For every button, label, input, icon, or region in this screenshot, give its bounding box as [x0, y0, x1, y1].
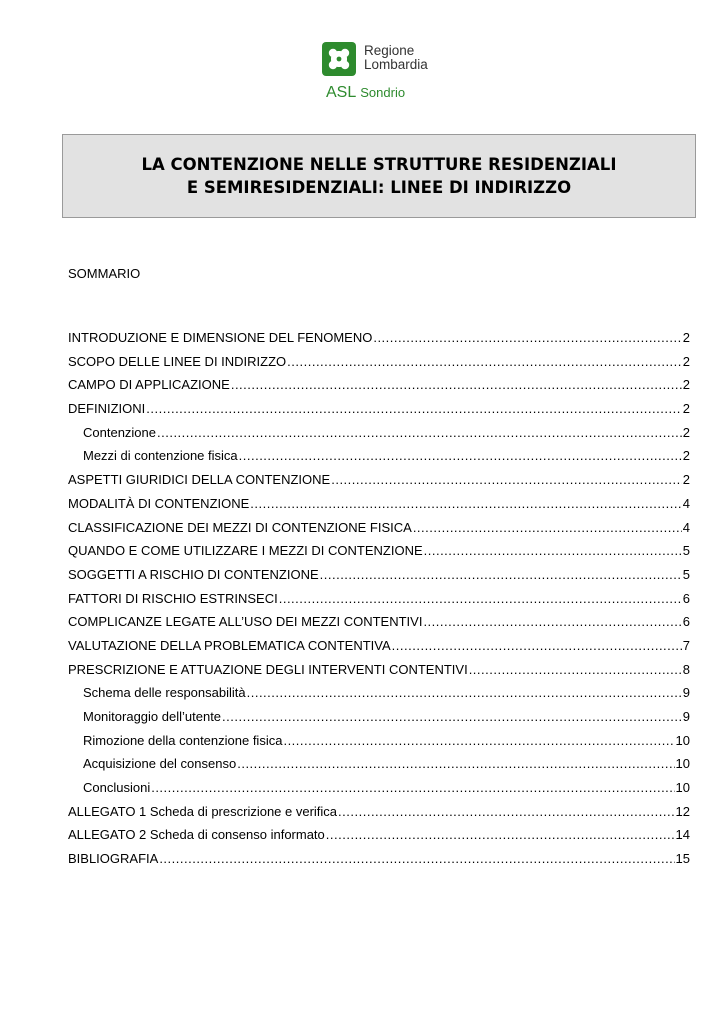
toc-entry-page: 8: [682, 661, 690, 677]
toc-entry-leader: [146, 401, 681, 416]
toc-entry-leader: [231, 377, 682, 392]
toc-entry-title: Monitoraggio dell’utente: [83, 709, 222, 724]
toc-entry-page: 6: [682, 590, 690, 606]
toc-entry-page: 2: [682, 353, 690, 369]
toc-entry[interactable]: [68, 733, 690, 757]
toc-entry-page: 2: [682, 472, 690, 488]
toc-entry[interactable]: [68, 543, 690, 567]
toc-entry-page: 2: [682, 377, 690, 393]
toc-entry[interactable]: [68, 377, 690, 401]
toc-entry-leader: [413, 520, 682, 535]
toc-entry-title: DEFINIZIONI: [68, 401, 146, 417]
toc-entry-title: COMPLICANZE LEGATE ALL’USO DEI MEZZI CONTENTIVI: [68, 614, 423, 630]
title-box: [62, 134, 696, 218]
toc-entry[interactable]: [68, 709, 690, 733]
toc-entry[interactable]: [68, 520, 690, 544]
title-line-2: E SEMIRESIDENZIALI: LINEE DI INDIRIZZO: [186, 178, 572, 197]
toc-entry-title: Conclusioni: [83, 780, 151, 796]
toc-entry-leader: [247, 685, 682, 700]
toc-entry[interactable]: [68, 567, 690, 591]
toc-entry-page: 2: [682, 330, 690, 345]
toc-entry[interactable]: [68, 756, 690, 780]
toc-entry-page: 5: [682, 543, 690, 559]
toc-entry[interactable]: [68, 472, 690, 496]
toc-entry-leader: [469, 662, 682, 677]
toc-entry-title: CAMPO DI APPLICAZIONE: [68, 377, 230, 393]
toc-entry-title: Schema delle responsabilità: [83, 685, 246, 701]
toc-entry-title: Acquisizione del consenso: [83, 756, 237, 772]
toc-entry-leader: [279, 591, 682, 606]
toc-entry-page: 15: [675, 851, 690, 867]
toc-entry-title: ASPETTI GIURIDICI DELLA CONTENZIONE: [68, 472, 331, 488]
toc-entry-leader: [423, 614, 681, 629]
toc-entry-title: QUANDO E COME UTILIZZARE I MEZZI DI CONTENZIONE: [68, 543, 423, 559]
toc-entry[interactable]: [68, 614, 690, 638]
toc-entry-title: Contenzione: [83, 424, 156, 440]
toc-entry-page: 5: [682, 566, 690, 582]
toc-entry-leader: [159, 851, 674, 866]
toc-entry-title: SCOPO DELLE LINEE DI INDIRIZZO: [68, 353, 287, 369]
toc-entry-page: 10: [675, 732, 690, 748]
toc-entry-page: 7: [682, 637, 690, 653]
toc-entry-title: Mezzi di contenzione fisica: [83, 448, 238, 464]
toc-entry-leader: [222, 709, 682, 724]
toc-entry-leader: [320, 567, 682, 582]
toc-entry-page: 6: [682, 614, 690, 630]
toc-entry-page: 14: [675, 827, 690, 843]
toc-entry-title: Rimozione della contenzione fisica: [83, 732, 283, 748]
toc-entry[interactable]: [68, 591, 690, 615]
toc-entry-leader: [331, 472, 682, 487]
toc-entry[interactable]: [68, 685, 690, 709]
regione-lombardia-logo-icon: [322, 42, 356, 76]
toc-entry[interactable]: [68, 662, 690, 686]
toc-entry-leader: [151, 780, 674, 795]
toc-entry-page: 10: [675, 756, 690, 772]
toc-entry-page: 12: [675, 803, 690, 819]
table-of-contents: [68, 330, 690, 875]
toc-entry-title: PRESCRIZIONE E ATTUAZIONE DEGLI INTERVENTI CONTENTIVI: [68, 661, 468, 677]
summary-heading: SOMMARIO: [68, 266, 141, 281]
toc-entry[interactable]: [68, 448, 690, 472]
logo-asl-city: Sondrio: [360, 85, 406, 100]
toc-entry[interactable]: [68, 496, 690, 520]
toc-entry-leader: [326, 827, 675, 842]
toc-entry[interactable]: [68, 827, 690, 851]
toc-entry[interactable]: [68, 330, 690, 354]
toc-entry[interactable]: [68, 851, 690, 875]
toc-entry-title: SOGGETTI A RISCHIO DI CONTENZIONE: [68, 566, 319, 582]
toc-entry-page: 2: [682, 401, 690, 417]
toc-entry-title: INTRODUZIONE E DIMENSIONE DEL FENOMENO: [68, 330, 373, 345]
toc-entry-leader: [157, 425, 682, 440]
toc-entry-title: BIBLIOGRAFIA: [68, 851, 159, 867]
toc-entry[interactable]: [68, 425, 690, 449]
toc-entry[interactable]: [68, 401, 690, 425]
logo-region-name: [364, 44, 428, 72]
toc-entry-leader: [424, 543, 682, 558]
toc-entry-leader: [239, 448, 682, 463]
toc-entry-page: 4: [682, 495, 690, 511]
toc-entry-leader: [237, 756, 674, 771]
toc-entry-page: 10: [675, 780, 690, 796]
toc-entry-page: 4: [682, 519, 690, 535]
toc-entry-page: 9: [682, 709, 690, 724]
toc-entry-leader: [287, 354, 682, 369]
toc-entry-leader: [250, 496, 681, 511]
toc-entry-title: VALUTAZIONE DELLA PROBLEMATICA CONTENTIVA: [68, 637, 391, 653]
toc-entry[interactable]: [68, 638, 690, 662]
toc-entry-page: 2: [682, 448, 690, 464]
logo-asl-label: ASL: [326, 84, 357, 101]
toc-entry-leader: [283, 733, 674, 748]
toc-entry-title: MODALITÀ DI CONTENZIONE: [68, 495, 250, 511]
toc-entry-leader: [338, 804, 674, 819]
logo-name-line1: Regione: [364, 43, 415, 58]
toc-entry-title: ALLEGATO 2 Scheda di consenso informato: [68, 827, 325, 843]
toc-entry-leader: [392, 638, 682, 653]
logo-asl: [326, 84, 405, 102]
toc-entry-title: CLASSIFICAZIONE DEI MEZZI DI CONTENZIONE FISICA: [68, 519, 412, 535]
toc-entry[interactable]: [68, 804, 690, 828]
toc-entry-title: ALLEGATO 1 Scheda di prescrizione e verifica: [68, 803, 338, 819]
toc-entry-title: FATTORI DI RISCHIO ESTRINSECI: [68, 590, 278, 606]
toc-entry[interactable]: [68, 354, 690, 378]
title-line-1: LA CONTENZIONE NELLE STRUTTURE RESIDENZIALI: [141, 155, 617, 174]
logo: [322, 42, 452, 104]
toc-entry[interactable]: [68, 780, 690, 804]
logo-name-line2: Lombardia: [364, 57, 428, 72]
toc-entry-page: 9: [682, 685, 690, 701]
toc-entry-leader: [373, 330, 681, 345]
toc-entry-page: 2: [682, 424, 690, 440]
